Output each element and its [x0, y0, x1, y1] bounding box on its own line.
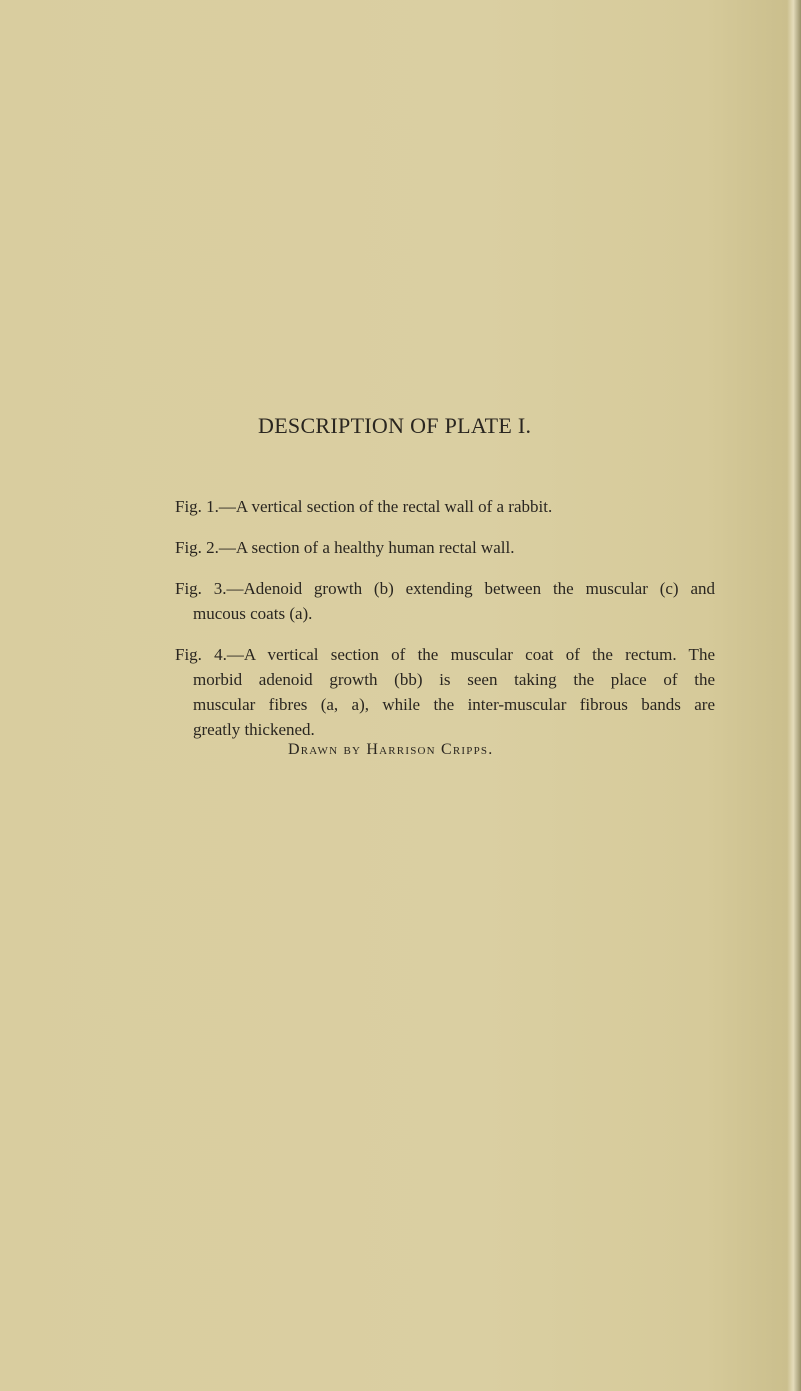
figure-3-line-1: Fig. 3.—Adenoid growth (b) extending between the muscular (c) and — [175, 579, 715, 598]
figure-1-description — [175, 494, 715, 519]
figure-4-line-3: muscular fibres (a, a), while the inter-muscular fibrous bands are — [193, 695, 715, 714]
figure-3-line-2: mucous coats (a). — [193, 604, 313, 623]
page-edge-shadow — [787, 0, 801, 1391]
figure-4-description — [175, 642, 715, 742]
figure-3-description — [175, 576, 715, 626]
artist-credit: Drawn by Harrison Cripps. — [288, 741, 494, 758]
figure-2-description — [175, 535, 715, 560]
figure-4-line-2: morbid adenoid growth (bb) is seen taking the place of the — [193, 670, 715, 689]
figure-4-line-1: Fig. 4.—A vertical section of the muscular coat of the rectum. The — [175, 645, 715, 664]
plate-title: DESCRIPTION OF PLATE I. — [258, 413, 532, 438]
figure-2-line-1: Fig. 2.—A section of a healthy human rectal wall. — [175, 538, 515, 557]
figure-4-line-4: greatly thickened. — [193, 720, 315, 739]
figure-1-line-1: Fig. 1.—A vertical section of the rectal wall of a rabbit. — [175, 497, 553, 516]
